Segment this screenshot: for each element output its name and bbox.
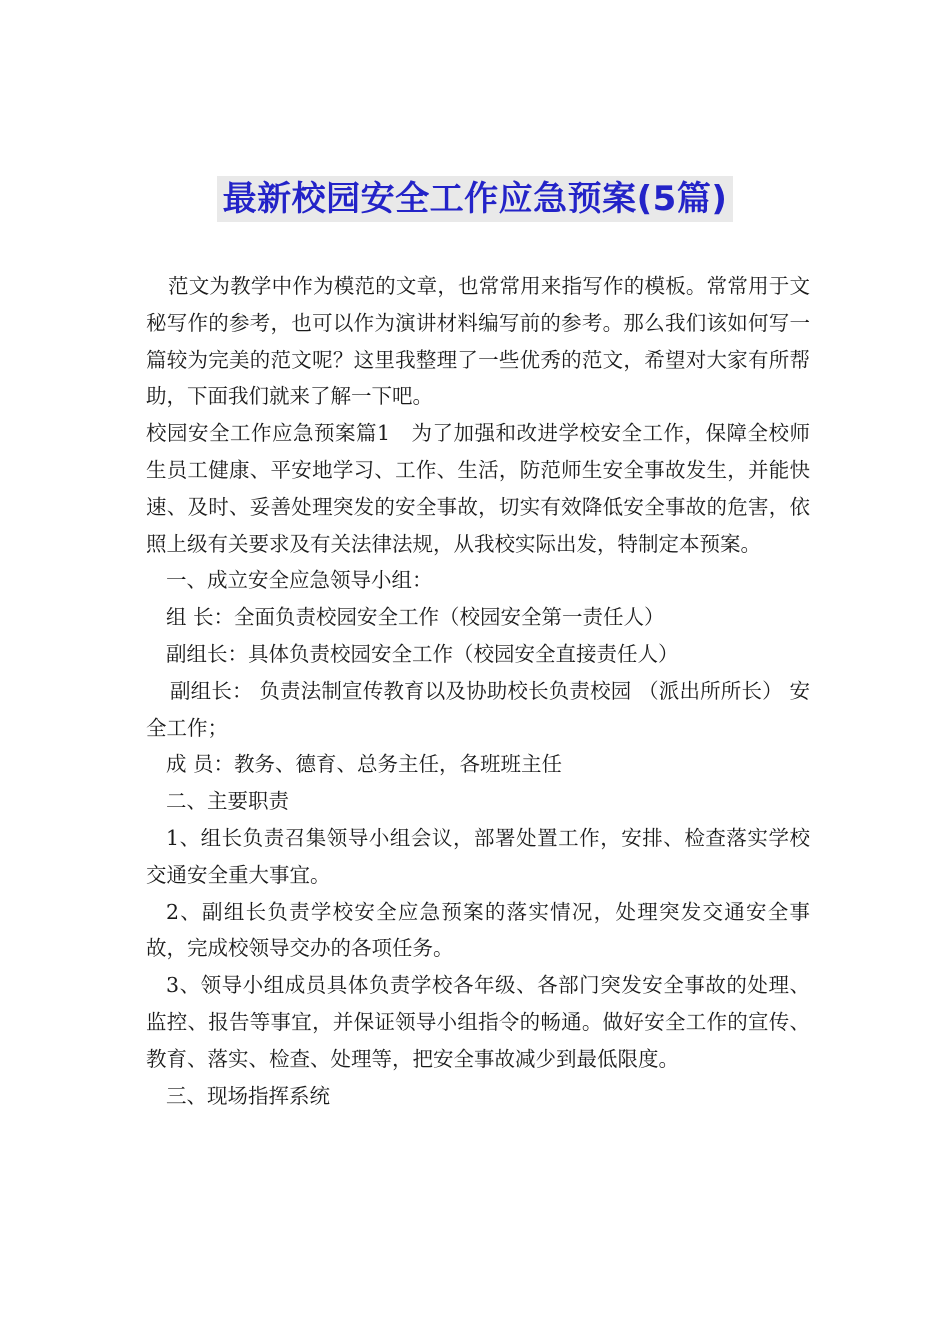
list-item-members: 成 员：教务、德育、总务主任，各班班主任	[166, 752, 563, 777]
intro-paragraph: 范文为教学中作为模范的文章，也常常用来指写作的模板。常常用于文秘写作的参考，也可以作为演讲材料编写前的参考。那么我们该如何写一篇较为完美的范文呢？这里我整理了一些优秀的范文，希望对大家有所帮助，下面我们就来了解一下吧。	[146, 274, 810, 409]
duty-item-3: 3、领导小组成员具体负责学校各年级、各部门突发安全事故的处理、监控、报告等事宜，并保证领导小组指令的畅通。做好安全工作的宣传、教育、落实、检查、处理等，把安全事故减少到最低限度。	[146, 973, 810, 1071]
list-item-leader: 组 长：全面负责校园安全工作（校园安全第一责任人）	[166, 605, 665, 630]
list-item-deputy-2: 副组长： 负责法制宣传教育以及协助校长负责校园 （派出所所长） 安全工作；	[146, 678, 810, 740]
document-body	[146, 268, 810, 1114]
section-heading-2: 二、主要职责	[166, 789, 289, 814]
section-heading-3: 三、现场指挥系统	[166, 1083, 330, 1108]
duty-item-2: 2、副组长负责学校安全应急预案的落实情况，处理突发交通安全事故，完成校领导交办的各项任务。	[146, 899, 810, 961]
list-item-deputy-1: 副组长：具体负责校园安全工作（校园安全直接责任人）	[166, 641, 679, 666]
title-container	[0, 176, 950, 222]
document-title: 最新校园安全工作应急预案(5篇)	[217, 176, 734, 222]
section-heading-1: 一、成立安全应急领导小组：	[166, 568, 433, 593]
plan-intro-paragraph: 校园安全工作应急预案篇1 为了加强和改进学校安全工作，保障全校师生员工健康、平安地学习、工作、生活，防范师生安全事故发生，并能快速、及时、妥善处理突发的安全事故，切实有效降低安全事故的危害，依照上级有关要求及有关法律法规，从我校实际出发，特制定本预案。	[146, 421, 810, 556]
duty-item-1: 1、组长负责召集领导小组会议，部署处置工作，安排、检查落实学校交通安全重大事宜。	[146, 825, 810, 887]
